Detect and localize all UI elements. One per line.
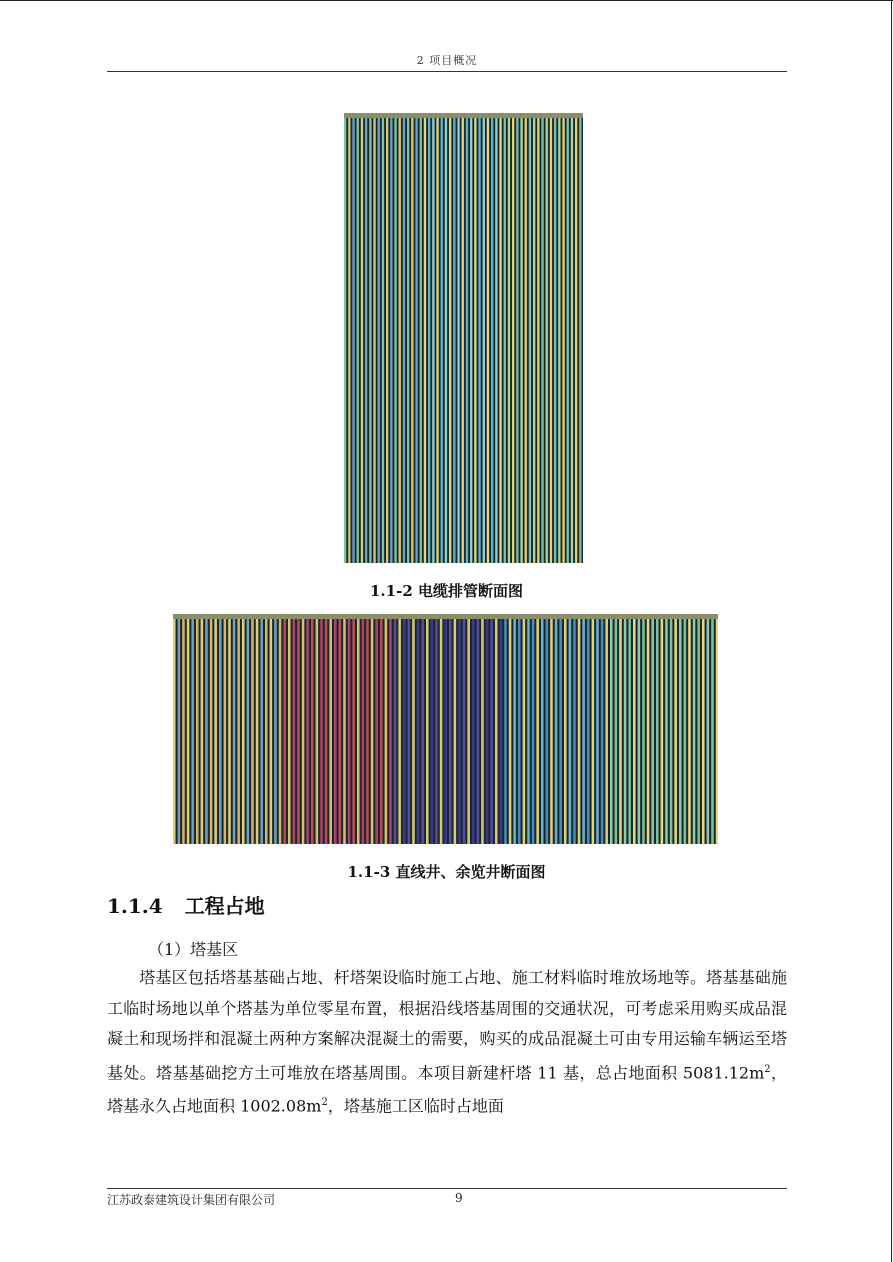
figure-well-section-image (173, 614, 718, 844)
page-border-right (891, 0, 892, 1262)
paragraph-text: 塔基区包括塔基基础占地、杆塔架设临时施工占地、施工材料临时堆放场地等。塔基基础施工临时场地以单个塔基为单位零星布置，根据沿线塔基周围的交通状况，可考虑采用购买成品混凝土和现场拌和混凝土两种方案解决混凝土的需要，购买的成品混凝土可由专用运输车辆运至塔基处。塔基基础挖方土可堆放在塔基周围。本项目新建杆塔 11 基，总占地面积 5081.12m (107, 968, 787, 1082)
superscript: 2 (764, 1063, 771, 1075)
page-number: 9 (455, 1191, 463, 1205)
footer-rule (107, 1188, 787, 1189)
section-title: 工程占地 (184, 894, 265, 918)
subheading: （1）塔基区 (148, 940, 239, 959)
footer-company: 江苏政泰建筑设计集团有限公司 (107, 1193, 276, 1207)
superscript: 2 (321, 1097, 328, 1109)
section-heading (107, 890, 265, 919)
header-rule (107, 71, 787, 72)
body-paragraph (107, 963, 787, 1122)
paragraph-text: ，塔基永久占地面积 1002.08m (107, 1062, 787, 1116)
page-border-top (0, 0, 893, 1)
figure-cable-duct-section (344, 113, 583, 563)
figure-caption: 1.1-3 直线井、余览井断面图 (347, 863, 546, 881)
running-header: 2 项目概况 (416, 54, 478, 67)
paragraph-text: ，塔基施工区临时占地面 (327, 1096, 504, 1116)
section-number: 1.1.4 (107, 894, 163, 918)
figure-well-section (173, 614, 718, 844)
figure-caption: 1.1-2 电缆排管断面图 (370, 582, 523, 600)
figure-cable-duct-section-image (344, 113, 583, 563)
